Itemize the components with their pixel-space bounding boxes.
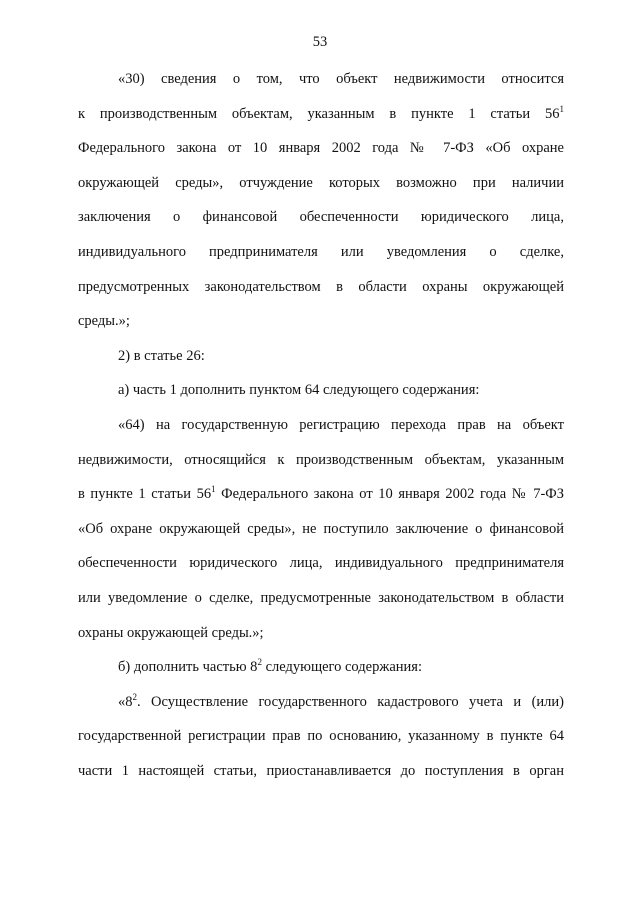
paragraph-item-64 bbox=[78, 408, 564, 650]
text-line bbox=[78, 650, 564, 685]
text-line: «64) на государственную регистрацию перехода прав на объект bbox=[118, 416, 564, 433]
text-line: предусмотренных законодательством в области охраны окружающей bbox=[78, 278, 564, 295]
text-line bbox=[78, 477, 564, 512]
text-fragment: Федерального закона от 10 января 2002 года № 7-ФЗ bbox=[215, 486, 564, 503]
text-fragment: к производственным объектам, указанным в пункте 1 статьи 56 bbox=[78, 105, 560, 122]
text-line: недвижимости, относящийся к производственным объектам, указанным bbox=[78, 451, 564, 468]
text-line: «30) сведения о том, что объект недвижимости относится bbox=[118, 71, 564, 87]
text-line: индивидуального предпринимателя или уведомления о сделке, bbox=[78, 243, 564, 260]
text-fragment: «8 bbox=[118, 693, 133, 710]
text-line: части 1 настоящей статьи, приостанавливается до поступления в орган bbox=[78, 762, 564, 779]
text-fragment: . Осуществление государственного кадастрового учета и (или) bbox=[137, 693, 564, 710]
paragraph-part-1-amendment bbox=[78, 373, 564, 408]
text-line: а) часть 1 дополнить пунктом 64 следующего содержания: bbox=[118, 382, 480, 399]
paragraph-item-30 bbox=[78, 62, 564, 339]
text-line: среды.»; bbox=[78, 313, 130, 330]
text-line: Федерального закона от 10 января 2002 года № 7-ФЗ «Об охране bbox=[78, 140, 564, 157]
text-line: или уведомление о сделке, предусмотренные законодательством в области bbox=[78, 589, 564, 606]
paragraph-part-8-2 bbox=[78, 685, 564, 789]
text-line: заключения о финансовой обеспеченности юридического лица, bbox=[78, 209, 564, 226]
paragraph-article-26 bbox=[78, 339, 564, 374]
superscript: 2 bbox=[132, 691, 137, 702]
superscript: 1 bbox=[559, 103, 564, 114]
text-line: окружающей среды», отчуждение которых возможно при наличии bbox=[78, 174, 564, 191]
text-line: 2) в статье 26: bbox=[118, 347, 205, 364]
superscript: 1 bbox=[211, 484, 216, 495]
text-line: обеспеченности юридического лица, индивидуального предпринимателя bbox=[78, 555, 564, 572]
page-number: 53 bbox=[312, 34, 328, 50]
text-line bbox=[78, 685, 564, 720]
text-line: государственной регистрации прав по основанию, указанному в пункте 64 bbox=[78, 728, 564, 745]
superscript: 2 bbox=[257, 657, 262, 668]
text-fragment: в пункте 1 статьи 56 bbox=[78, 486, 212, 503]
document-body bbox=[78, 62, 564, 788]
text-line: охраны окружающей среды.»; bbox=[78, 624, 264, 641]
paragraph-part-8-2-amendment bbox=[78, 650, 564, 685]
text-fragment: следующего содержания: bbox=[261, 659, 423, 676]
text-line: «Об охране окружающей среды», не поступило заключение о финансовой bbox=[78, 520, 564, 537]
text-line bbox=[78, 97, 564, 132]
text-fragment: б) дополнить частью 8 bbox=[118, 659, 258, 676]
